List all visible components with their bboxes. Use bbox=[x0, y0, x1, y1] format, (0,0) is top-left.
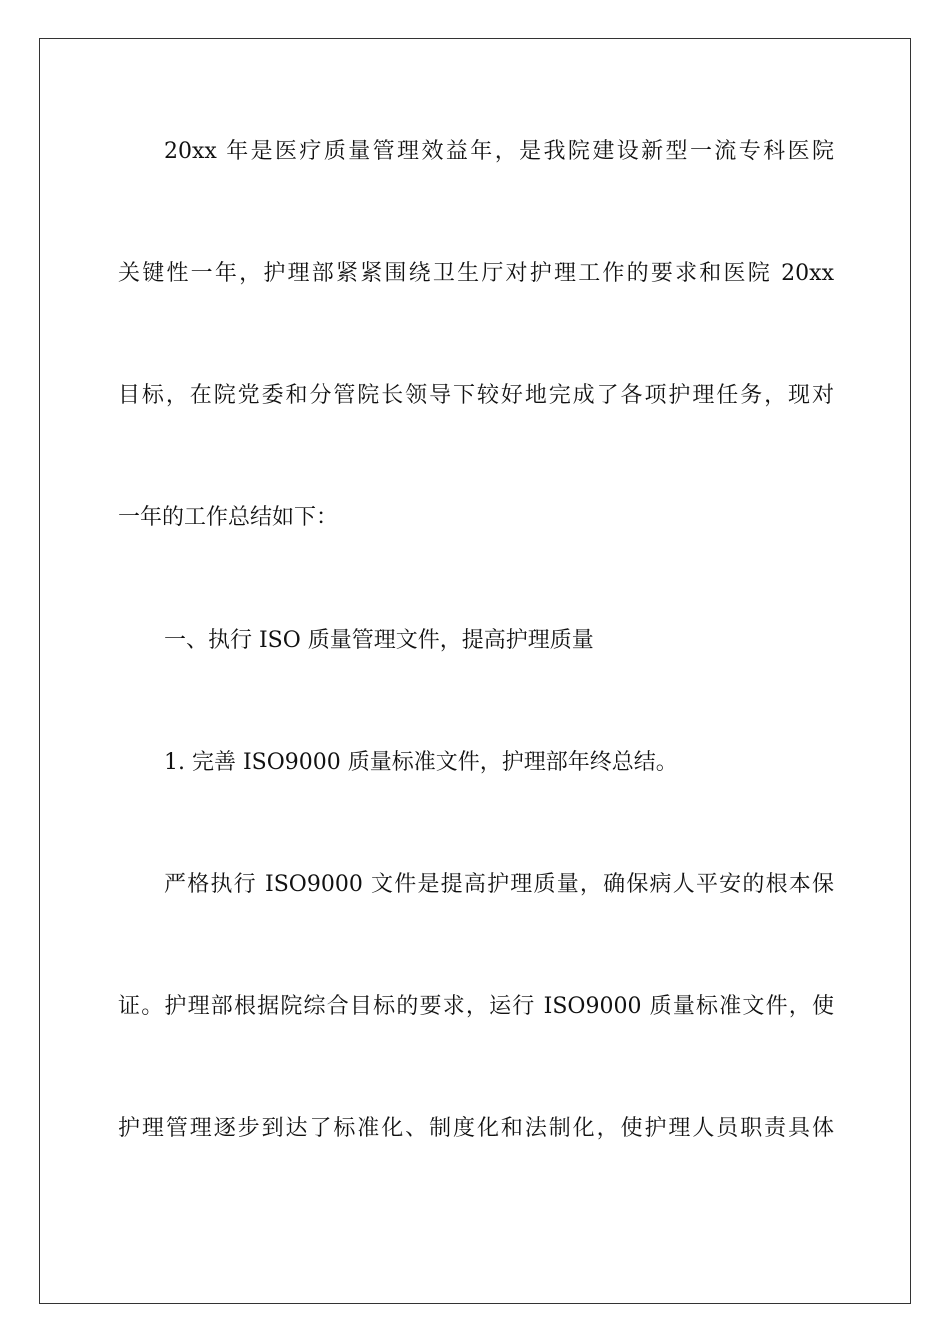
section-heading-1: 一、执行 ISO 质量管理文件，提高护理质量 bbox=[164, 628, 594, 653]
paragraph-1-line-2: 关键性一年，护理部紧紧围绕卫生厅对护理工作的要求和医院 20xx bbox=[118, 261, 834, 286]
paragraph-1-line-1: 20xx 年是医疗质量管理效益年，是我院建设新型一流专科医院 bbox=[164, 139, 834, 164]
paragraph-2-line-1: 严格执行 ISO9000 文件是提高护理质量，确保病人平安的根本保 bbox=[164, 872, 834, 897]
paragraph-1-line-4: 一年的工作总结如下： bbox=[118, 505, 339, 530]
paragraph-2-line-3: 护理管理逐步到达了标准化、制度化和法制化，使护理人员职责具体 bbox=[118, 1116, 834, 1141]
subsection-heading-1: 1. 完善 ISO9000 质量标准文件，护理部年终总结。 bbox=[164, 750, 678, 775]
paragraph-1-line-3: 目标，在院党委和分管院长领导下较好地完成了各项护理任务，现对 bbox=[118, 383, 834, 408]
paragraph-2-line-2: 证。护理部根据院综合目标的要求，运行 ISO9000 质量标准文件，使 bbox=[118, 994, 834, 1019]
